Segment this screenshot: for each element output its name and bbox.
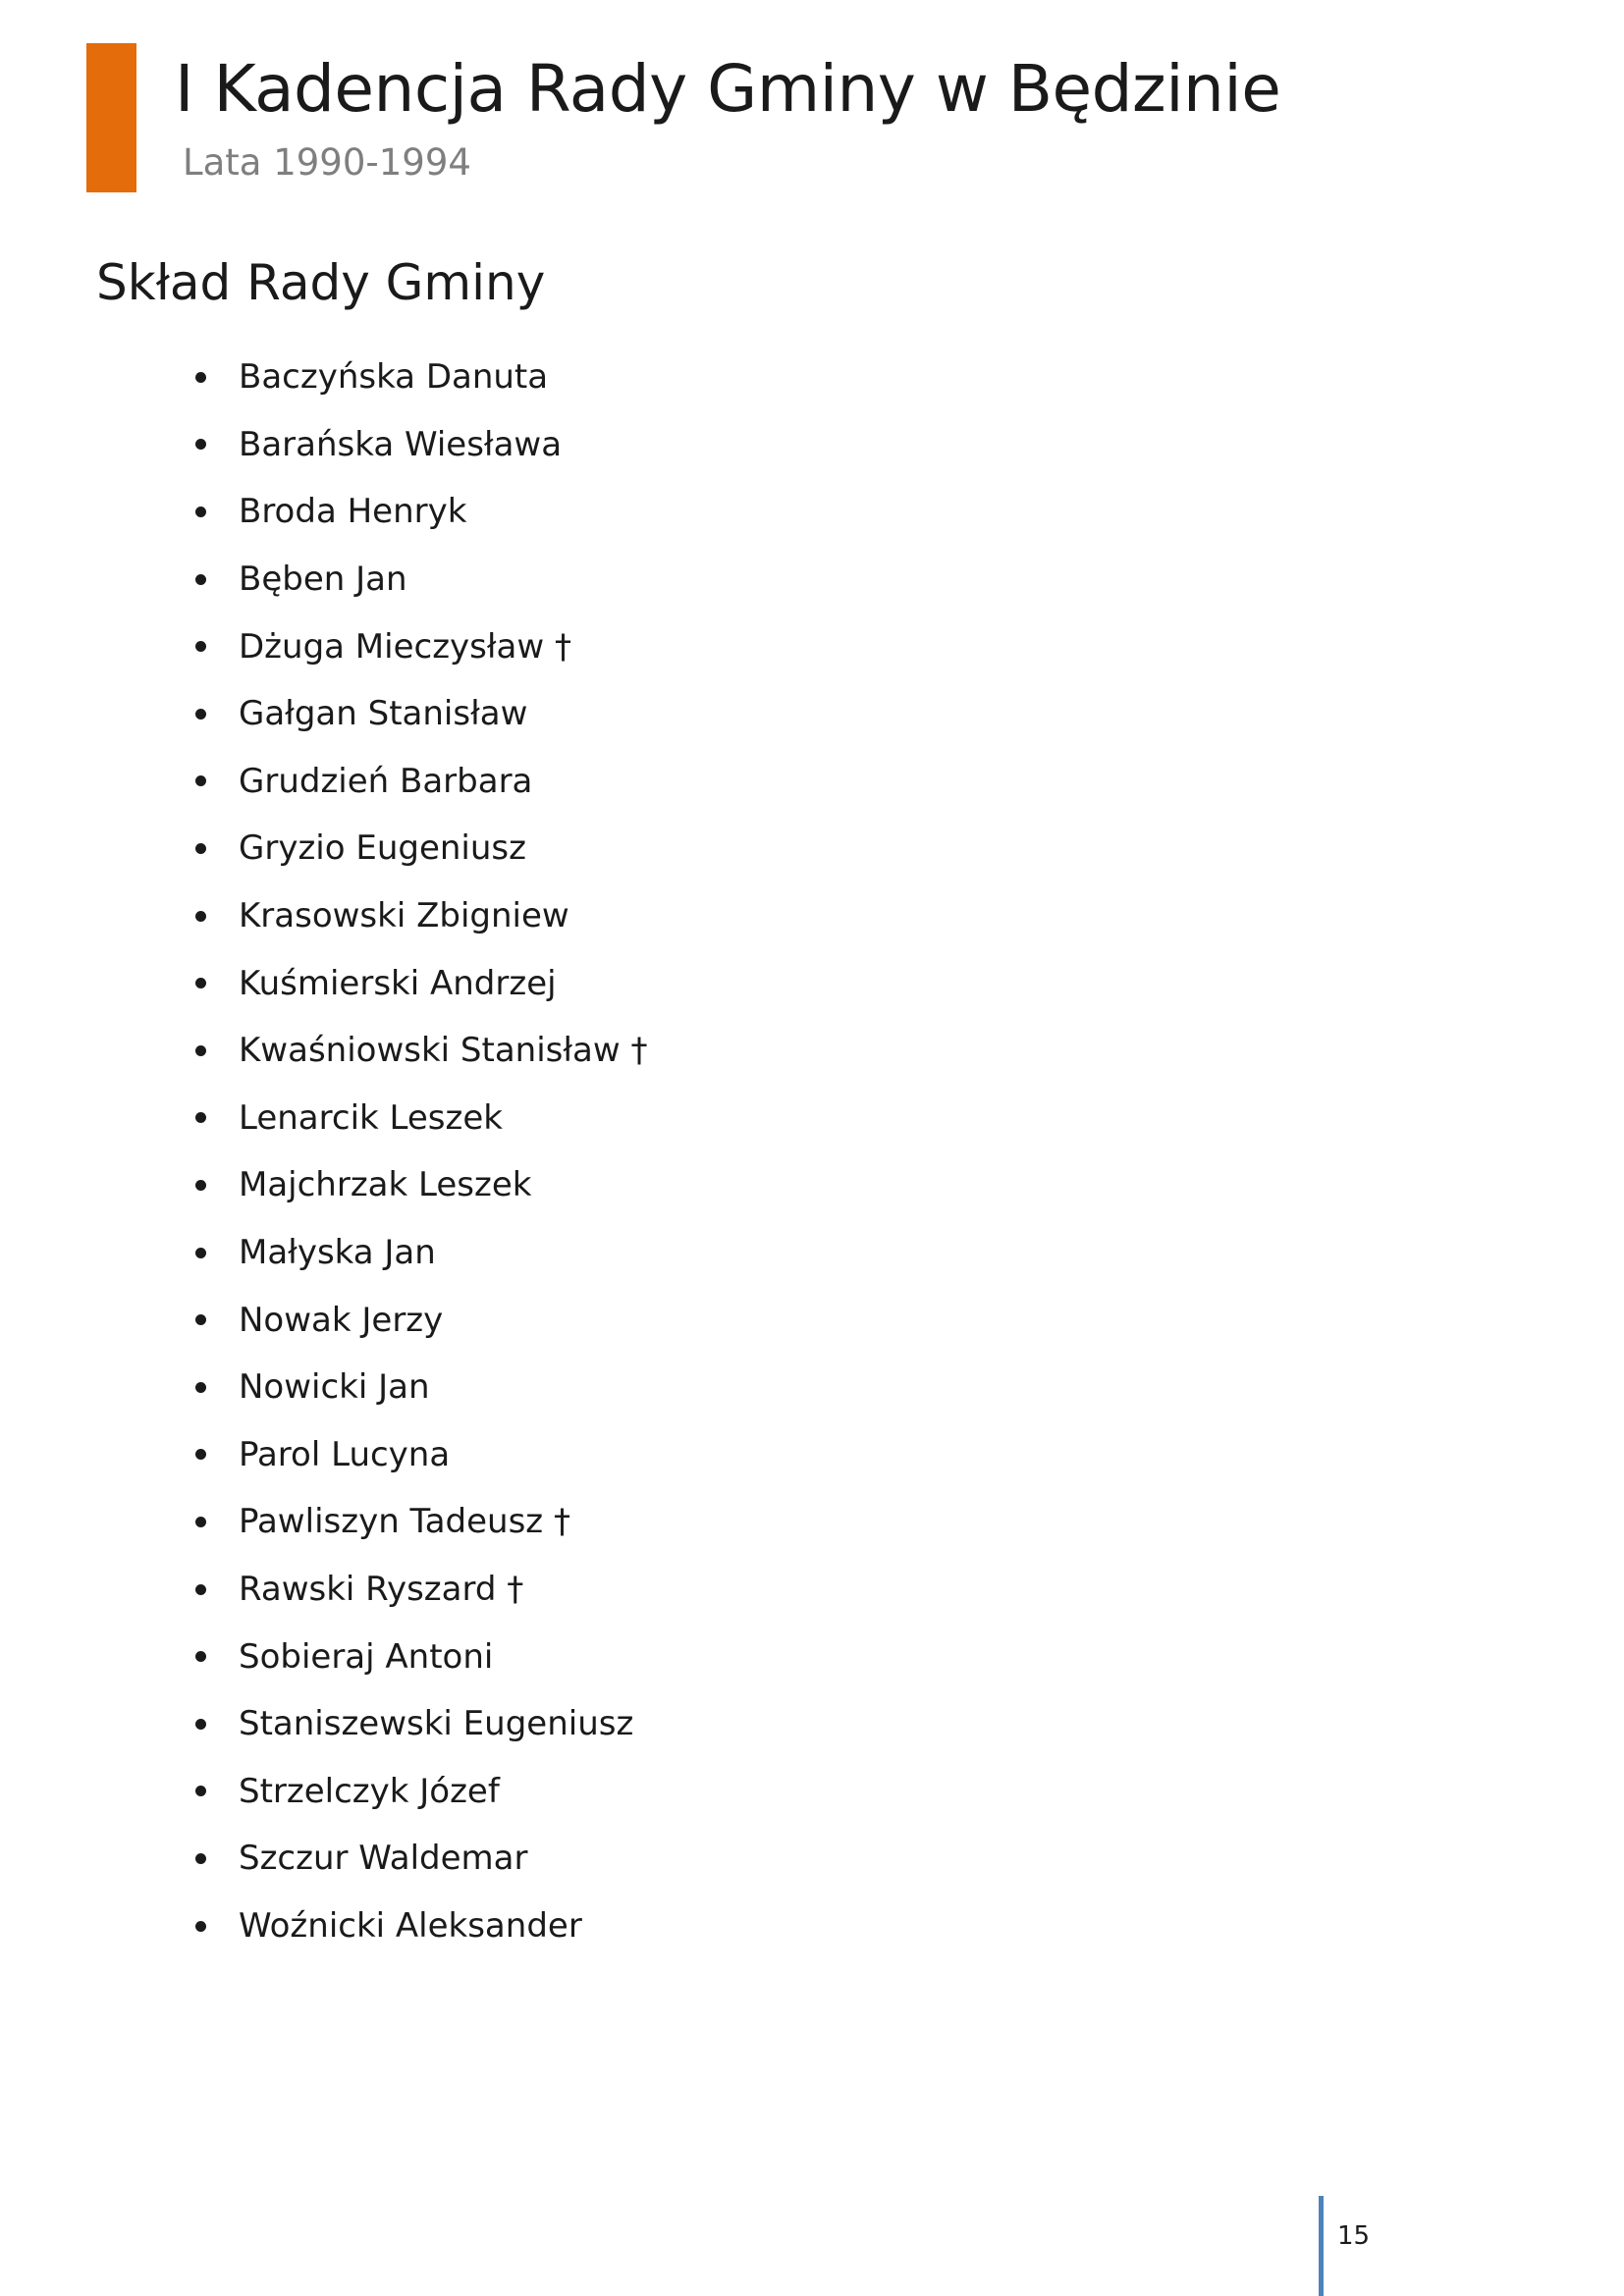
list-item <box>192 1421 450 1489</box>
title-accent-bar <box>86 43 136 192</box>
page-number: 15 <box>1337 2221 1371 2251</box>
bullet-icon <box>195 439 206 450</box>
page-title: I Kadencja Rady Gminy w Będzinie <box>175 51 1281 127</box>
bullet-icon <box>195 1449 206 1460</box>
list-item <box>192 748 532 816</box>
member-name: Sobieraj Antoni <box>239 1636 494 1677</box>
bullet-icon <box>195 775 206 786</box>
bullet-icon <box>195 1517 206 1527</box>
page-subtitle: Lata 1990-1994 <box>183 141 471 184</box>
list-item <box>192 613 571 680</box>
list-item <box>192 1893 582 1960</box>
list-item <box>192 1758 500 1826</box>
member-name: Parol Lucyna <box>239 1434 451 1474</box>
list-item <box>192 344 548 411</box>
member-name: Dżuga Mieczysław † <box>239 626 571 667</box>
member-name: Szczur Waldemar <box>239 1839 528 1879</box>
bullet-icon <box>195 1314 206 1325</box>
bullet-icon <box>195 1921 206 1932</box>
bullet-icon <box>195 1651 206 1662</box>
bullet-icon <box>195 911 206 922</box>
member-name: Grudzień Barbara <box>239 761 533 801</box>
member-name: Baczyńska Danuta <box>239 357 549 398</box>
list-item <box>192 882 569 950</box>
member-name: Broda Henryk <box>239 492 467 532</box>
bullet-icon <box>195 372 206 383</box>
bullet-icon <box>195 1248 206 1258</box>
list-item <box>192 478 466 546</box>
list-item <box>192 1690 633 1758</box>
member-name: Małyska Jan <box>239 1233 436 1273</box>
section-heading: Skład Rady Gminy <box>96 254 546 311</box>
list-item <box>192 1825 527 1893</box>
bullet-icon <box>195 1853 206 1864</box>
bullet-icon <box>195 574 206 585</box>
member-name: Strzelczyk Józef <box>239 1771 500 1811</box>
list-item <box>192 1151 531 1219</box>
footer-rule <box>1319 2196 1324 2296</box>
list-item <box>192 411 562 479</box>
member-name: Barańska Wiesława <box>239 424 563 464</box>
list-item <box>192 1354 430 1421</box>
member-name: Kwaśniowski Stanisław † <box>239 1031 648 1071</box>
list-item <box>192 1085 503 1152</box>
member-name: Krasowski Zbigniew <box>239 896 569 936</box>
bullet-icon <box>195 1719 206 1730</box>
bullet-icon <box>195 978 206 988</box>
member-name: Woźnicki Aleksander <box>239 1906 582 1947</box>
member-name: Majchrzak Leszek <box>239 1165 532 1205</box>
list-item <box>192 1623 493 1690</box>
member-name: Lenarcik Leszek <box>239 1097 503 1138</box>
bullet-icon <box>195 1180 206 1191</box>
list-item <box>192 1219 436 1287</box>
list-item <box>192 949 557 1017</box>
bullet-icon <box>195 1786 206 1796</box>
list-item <box>192 1286 443 1354</box>
member-name: Nowak Jerzy <box>239 1300 444 1340</box>
bullet-icon <box>195 843 206 854</box>
bullet-icon <box>195 709 206 720</box>
list-item <box>192 546 407 614</box>
list-item <box>192 1488 570 1556</box>
member-name: Kuśmierski Andrzej <box>239 963 557 1003</box>
bullet-icon <box>195 641 206 652</box>
bullet-icon <box>195 1112 206 1123</box>
bullet-icon <box>195 1045 206 1056</box>
member-name: Staniszewski Eugeniusz <box>239 1704 634 1744</box>
member-name: Nowicki Jan <box>239 1367 430 1408</box>
list-item <box>192 1556 523 1624</box>
member-name: Gałgan Stanisław <box>239 694 528 734</box>
member-name: Rawski Ryszard † <box>239 1570 524 1610</box>
list-item <box>192 815 526 882</box>
bullet-icon <box>195 507 206 517</box>
bullet-icon <box>195 1584 206 1595</box>
member-name: Gryzio Eugeniusz <box>239 828 526 869</box>
member-name: Pawliszyn Tadeusz † <box>239 1502 570 1542</box>
list-item <box>192 680 527 748</box>
member-name: Bęben Jan <box>239 560 407 600</box>
bullet-icon <box>195 1382 206 1393</box>
list-item <box>192 1017 647 1085</box>
